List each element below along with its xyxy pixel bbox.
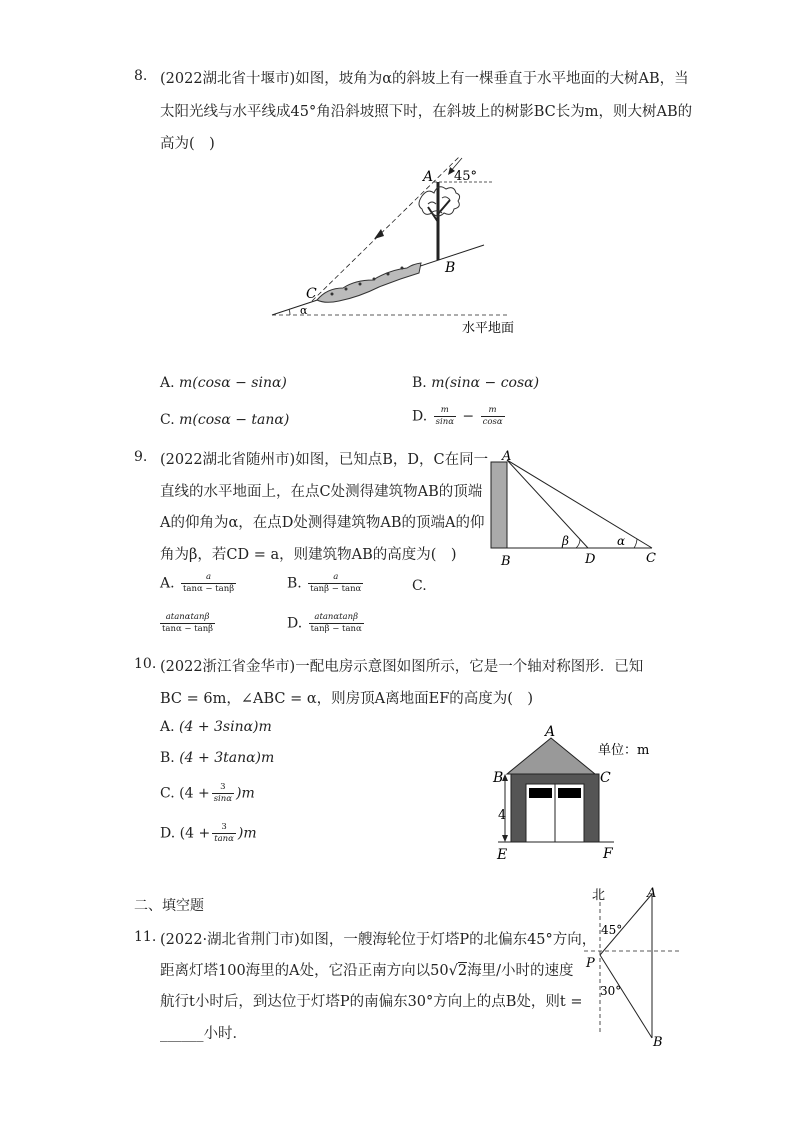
q11-fig-label-p: P bbox=[586, 956, 595, 971]
q9-option-c-value: $\frac{atan\alpha\tan\beta}{\tan\alpha - \tan\beta}$ bbox=[162, 612, 214, 634]
sqrt-symbol: √ bbox=[448, 963, 458, 979]
q8-option-b[interactable]: B. m(sinα − cosα) bbox=[412, 375, 540, 391]
q11-line2: 距离灯塔100海里的A处，它沿正南方向以50√2海里/小时的速度 bbox=[160, 963, 574, 979]
q11-number: 11. bbox=[134, 929, 157, 945]
q8-line3: 高为( ) bbox=[160, 136, 215, 152]
q8-fig-label-45: 45° bbox=[454, 169, 478, 184]
q8-line1: (2022湖北省十堰市)如图，坡角为α的斜坡上有一棵垂直于水平地面的大树AB，当 bbox=[160, 71, 689, 87]
q11-fig-label-north: 北 bbox=[592, 888, 606, 903]
q9-fig-label-d: D bbox=[585, 552, 596, 567]
section-title: 二、填空题 bbox=[134, 898, 204, 914]
q9-line2: 直线的水平地面上，在点C处测得建筑物AB的顶端 bbox=[160, 484, 483, 500]
q9-line3: A的仰角为α，在点D处测得建筑物AB的顶端A的仰 bbox=[160, 515, 485, 531]
q10-figure bbox=[488, 722, 668, 864]
q10-number: 10. bbox=[134, 656, 157, 672]
q9-option-b[interactable]: B. $\frac{a}{\tan\beta - \tan\alpha}$ bbox=[287, 572, 362, 594]
q8-figure bbox=[262, 152, 542, 342]
q8-fig-label-alpha: α bbox=[300, 304, 308, 317]
q8-option-a[interactable]: A. m(cosα − sinα) bbox=[160, 375, 287, 391]
q10-fig-label-f: F bbox=[603, 846, 613, 862]
q9-line1: (2022湖北省随州市)如图，已知点B，D，C在同一 bbox=[160, 452, 489, 468]
q11-line1: (2022·湖北省荆门市)如图，一艘海轮位于灯塔P的北偏东45°方向， bbox=[160, 932, 597, 948]
q11-fig-label-30: 30° bbox=[600, 984, 622, 998]
q10-fig-label-4: 4 bbox=[498, 808, 507, 823]
q8-fig-label-b: B bbox=[445, 260, 456, 276]
q9-fig-label-a: A bbox=[502, 449, 512, 464]
q9-fig-label-beta: β bbox=[562, 534, 569, 548]
q11-answer-blank[interactable]: ______小时． bbox=[160, 1026, 247, 1042]
q9-fig-label-b: B bbox=[501, 554, 511, 569]
q8-fig-label-a: A bbox=[423, 169, 434, 185]
q10-fig-label-a: A bbox=[545, 724, 556, 740]
q10-fig-label-unit: 单位：m bbox=[598, 743, 650, 758]
q10-option-c[interactable]: C. (4 + $\frac{3}{\sin\alpha}$ )m bbox=[160, 782, 255, 804]
q11-line3: 航行t小时后，到达位于灯塔P的南偏东30°方向上的点B处，则t = bbox=[160, 994, 583, 1010]
q10-option-b[interactable]: B. (4 + 3tanα)m bbox=[160, 750, 275, 766]
q11-figure bbox=[580, 882, 684, 1048]
q9-number: 9. bbox=[134, 449, 148, 465]
q9-option-c[interactable]: C. bbox=[412, 578, 427, 594]
q9-fig-label-c: C bbox=[646, 551, 656, 566]
q8-fig-label-c: C bbox=[306, 286, 317, 302]
q8-number: 8. bbox=[134, 68, 148, 84]
q10-fig-label-c: C bbox=[600, 770, 611, 786]
q8-fig-label-ground: 水平地面 bbox=[462, 321, 515, 336]
q9-fig-label-alpha: α bbox=[617, 534, 626, 548]
q8-option-c[interactable]: C. m(cosα − tanα) bbox=[160, 412, 290, 428]
q10-option-d[interactable]: D. (4 + $\frac{3}{\tan\alpha}$ )m bbox=[160, 822, 257, 844]
q11-fig-label-a: A bbox=[647, 886, 657, 901]
q9-option-a[interactable]: A. $\frac{a}{\tan\alpha - \tan\beta}$ bbox=[160, 572, 235, 594]
q8-option-d[interactable]: D. $\frac{m}{\sin\alpha}$ − $\frac{m}{\cos\alpha}$ bbox=[412, 405, 503, 427]
q10-fig-label-e: E bbox=[497, 847, 508, 863]
q11-fig-label-45: 45° bbox=[601, 923, 623, 937]
q10-line2: BC = 6m，∠ABC = α，则房顶A离地面EF的高度为( ) bbox=[160, 691, 534, 707]
q9-figure bbox=[484, 448, 664, 573]
q10-line1: (2022浙江省金华市)一配电房示意图如图所示，它是一个轴对称图形．已知 bbox=[160, 659, 644, 675]
q9-option-d[interactable]: D. $\frac{atan\alpha\tan\beta}{\tan\beta - \tan\alpha}$ bbox=[287, 612, 362, 634]
q8-line2: 太阳光线与水平线成45°角沿斜坡照下时，在斜坡上的树影BC长为m，则大树AB的 bbox=[160, 104, 693, 120]
q9-line4: 角为β，若CD = a，则建筑物AB的高度为( ) bbox=[160, 547, 457, 563]
q11-fig-label-b: B bbox=[653, 1035, 663, 1048]
q10-fig-label-b: B bbox=[493, 770, 504, 786]
q10-option-a[interactable]: A. (4 + 3sinα)m bbox=[160, 719, 272, 735]
